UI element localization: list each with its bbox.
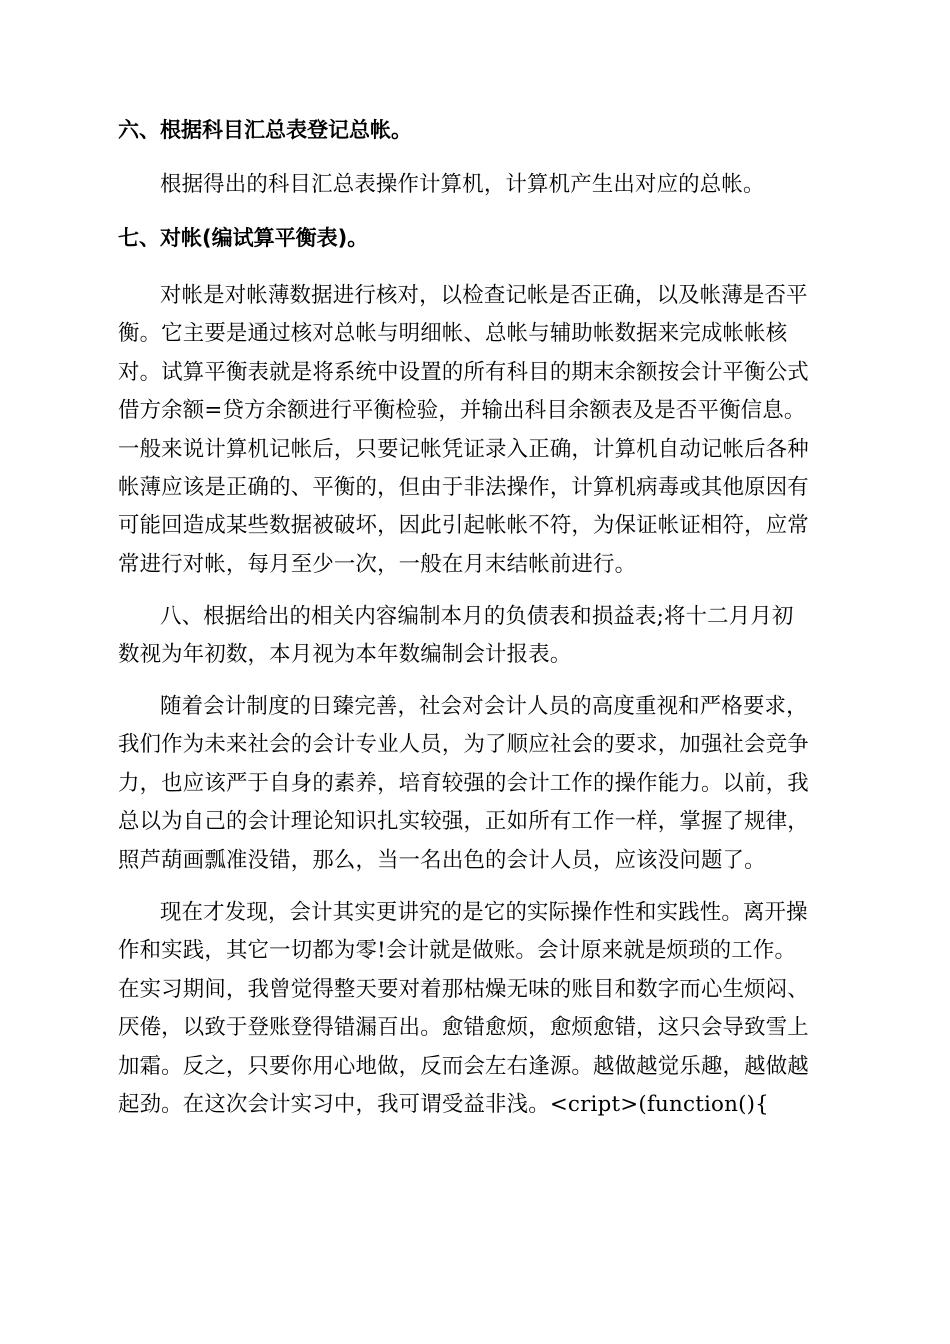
- paragraph-line: 加霜。反之，只要你用心地做，反而会左右逢源。越做越觉乐趣，越做越: [118, 1053, 809, 1079]
- paragraph-line: 对帐是对帐薄数据进行核对，以检查记帐是否正确，以及帐薄是否平: [160, 283, 808, 308]
- paragraph-6: [118, 166, 834, 204]
- paragraph-10: [118, 894, 834, 1124]
- paragraph-8: [118, 598, 834, 675]
- paragraph-line: 衡。它主要是通过核对总帐与明细帐、总帐与辅助帐数据来完成帐帐核: [118, 321, 788, 347]
- paragraph-line: 数视为年初数，本月视为本年数编制会计报表。: [118, 642, 572, 668]
- paragraph-line: 在实习期间，我曾觉得整天要对着那枯燥无味的账目和数字而心生烦闷、: [118, 976, 809, 1002]
- paragraph-line: 力，也应该严于自身的素养，培育较强的会计工作的操作能力。以前，我: [118, 770, 809, 796]
- paragraph-line: 借方余额=贷方余额进行平衡检验，并输出科目余额表及是否平衡信息。: [118, 398, 806, 424]
- paragraph-line: 可能回造成某些数据被破坏，因此引起帐帐不符，为保证帐证相符，应常: [118, 513, 809, 539]
- paragraph-line: 厌倦，以致于登账登得错漏百出。愈错愈烦，愈烦愈错，这只会导致雪上: [118, 1015, 809, 1041]
- paragraph-7: [118, 277, 834, 584]
- paragraph-9: [118, 688, 834, 880]
- section-heading-7: 七、对帐(编试算平衡表)。: [118, 226, 369, 250]
- paragraph-line: 八、根据给出的相关内容编制本月的负债表和损益表;将十二月月初: [160, 604, 794, 629]
- paragraph-line: 根据得出的科目汇总表操作计算机，计算机产生出对应的总帐。: [160, 172, 765, 197]
- paragraph-line: 起劲。在这次会计实习中，我可谓受益非浅。<cript>(function(){: [118, 1092, 769, 1118]
- paragraph-line: 随着会计制度的日臻完善，社会对会计人员的高度重视和严格要求，: [160, 694, 808, 719]
- section-heading-6: 六、根据科目汇总表登记总帐。: [118, 118, 412, 142]
- paragraph-line: 总以为自己的会计理论知识扎实较强，正如所有工作一样，掌握了规律，: [118, 809, 809, 835]
- paragraph-line: 对。试算平衡表就是将系统中设置的所有科目的期末余额按会计平衡公式: [118, 359, 809, 385]
- paragraph-line: 照芦葫画瓢准没错，那么，当一名出色的会计人员，应该没问题了。: [118, 847, 766, 873]
- paragraph-line: 作和实践，其它一切都为零!会计就是做账。会计原来就是烦琐的工作。: [118, 938, 797, 964]
- paragraph-line: 帐薄应该是正确的、平衡的，但由于非法操作，计算机病毒或其他原因有: [118, 475, 809, 501]
- paragraph-line: 常进行对帐，每月至少一次，一般在月末结帐前进行。: [118, 551, 637, 577]
- paragraph-line: 我们作为未来社会的会计专业人员，为了顺应社会的要求，加强社会竞争: [118, 732, 809, 758]
- paragraph-line: 现在才发现，会计其实更讲究的是它的实际操作性和实践性。离开操: [160, 900, 808, 925]
- paragraph-line: 一般来说计算机记帐后，只要记帐凭证录入正确，计算机自动记帐后各种: [118, 436, 809, 462]
